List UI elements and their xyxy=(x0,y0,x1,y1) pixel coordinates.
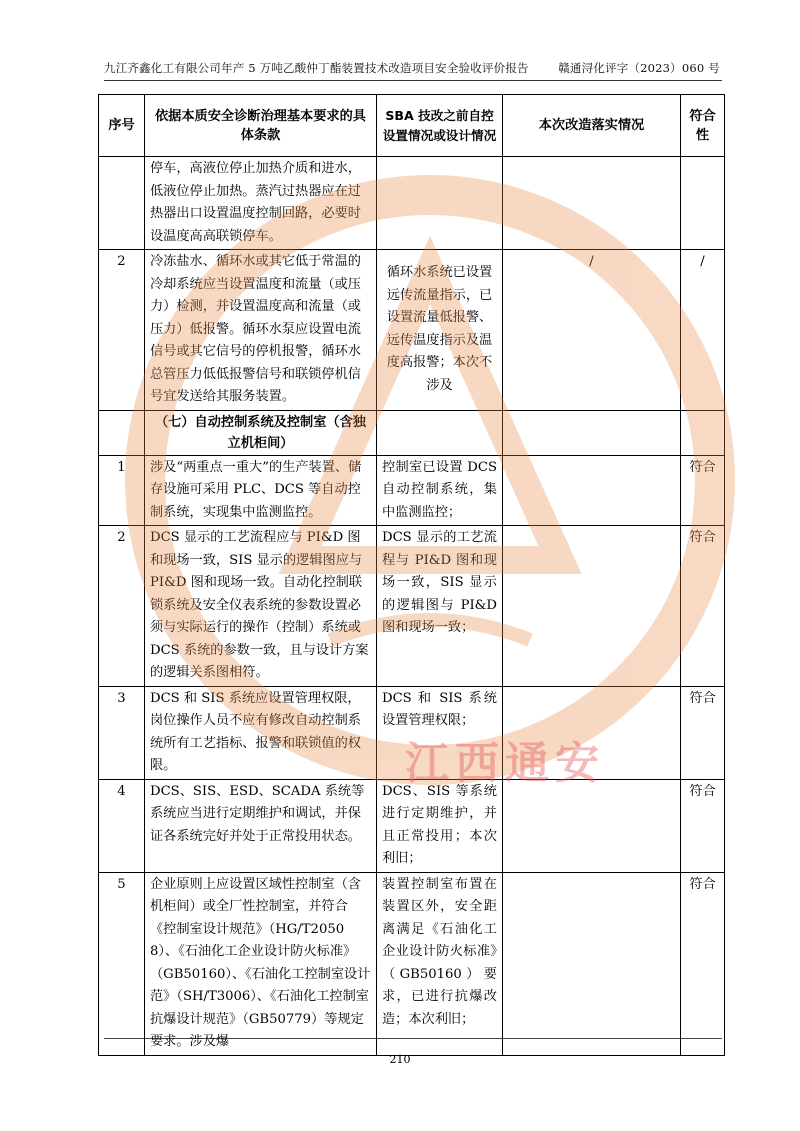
row-clause: DCS 显示的工艺流程应与 PI&D 图和现场一致，SIS 显示的逻辑图应与 PI&D 图和现场一致。自动化控制联锁系统及安全仪表系统的参数设置必须与实际运行的操作（控制）系统或 DCS 系统的参数一致，且与设计方案的逻辑关系图相符。 xyxy=(145,526,377,687)
table-row xyxy=(99,872,725,1055)
row-clause: DCS 和 SIS 系统应设置管理权限，岗位操作人员不应有修改自动控制系统所有工艺指标、报警和联锁值的权限。 xyxy=(145,686,377,779)
row-clause: 停车，高液位停止加热介质和进水，低液位停止加热。蒸汽过热器应在过热器出口设置温度控制回路，必要时设温度高高联锁停车。 xyxy=(145,157,377,250)
row-impl: / xyxy=(503,250,681,411)
section-empty-conform xyxy=(681,410,725,455)
section-empty-num xyxy=(99,410,145,455)
row-impl xyxy=(503,872,681,1055)
row-impl xyxy=(503,779,681,872)
row-num: 5 xyxy=(99,872,145,1055)
row-conform xyxy=(681,157,725,250)
table-row xyxy=(99,686,725,779)
page-number: 210 xyxy=(389,1053,411,1066)
row-impl xyxy=(503,157,681,250)
row-num: 2 xyxy=(99,250,145,411)
row-clause: 涉及“两重点一重大”的生产装置、储存设施可采用 PLC、DCS 等自动控制系统，实现集中监测监控。 xyxy=(145,455,377,526)
page-header xyxy=(104,60,720,76)
table-row xyxy=(99,157,725,250)
row-impl xyxy=(503,686,681,779)
row-conform: 符合 xyxy=(681,455,725,526)
row-clause: DCS、SIS、ESD、SCADA 系统等系统应当进行定期维护和调试，并保证各系统完好并处于正常投用状态。 xyxy=(145,779,377,872)
section-row xyxy=(99,410,725,455)
table-row xyxy=(99,250,725,411)
col-header-pre: SBA 技改之前自控设置情况或设计情况 xyxy=(377,95,503,157)
row-conform: 符合 xyxy=(681,686,725,779)
header-report-title: 九江齐鑫化工有限公司年产 5 万吨乙酸仲丁酯装置技术改造项目安全验收评价报告 xyxy=(104,61,529,75)
row-impl xyxy=(503,526,681,687)
row-pre: DCS 和 SIS 系统设置管理权限； xyxy=(377,686,503,779)
row-pre: DCS、SIS 等系统进行定期维护，并且正常投用；本次利旧； xyxy=(377,779,503,872)
row-num: 2 xyxy=(99,526,145,687)
section-empty-impl xyxy=(503,410,681,455)
col-header-num: 序号 xyxy=(99,95,145,157)
row-num: 1 xyxy=(99,455,145,526)
section-empty-pre xyxy=(377,410,503,455)
row-conform: / xyxy=(681,250,725,411)
table-row xyxy=(99,779,725,872)
row-pre xyxy=(377,157,503,250)
table-row xyxy=(99,455,725,526)
table-header-row xyxy=(99,95,725,157)
row-num xyxy=(99,157,145,250)
row-pre: DCS 显示的工艺流程与 PI&D 图和现场一致，SIS 显示的逻辑图与 PI&D 图和现场一致； xyxy=(377,526,503,687)
row-num: 4 xyxy=(99,779,145,872)
row-clause: 冷冻盐水、循环水或其它低于常温的冷却系统应当设置温度和流量（或压力）检测，并设置温度高和流量（或压力）低报警。循环水泵应设置电流信号或其它信号的停机报警，循环水总管压力低低报警信号和联锁停机信号宜发送给其服务装置。 xyxy=(145,250,377,411)
row-clause: 企业原则上应设置区域性控制室（含机柜间）或全厂性控制室，并符合《控制室设计规范》（HG/T20508）、《石油化工企业设计防火标准》（GB50160）、《石油化工控制室设计范》（SH/T3006）、《石油化工控制室抗爆设计规范》（GB50779）等规定要求。涉及爆 xyxy=(145,872,377,1055)
row-impl xyxy=(503,455,681,526)
col-header-clause: 依据本质安全诊断治理基本要求的具体条款 xyxy=(145,95,377,157)
col-header-impl: 本次改造落实情况 xyxy=(503,95,681,157)
col-header-conform: 符合性 xyxy=(681,95,725,157)
watermark-label: 江西通安 xyxy=(405,738,605,789)
table-row xyxy=(99,526,725,687)
row-pre: 循环水系统已设置远传流量指示，已设置流量低报警、远传温度指示及温度高报警；本次不涉及 xyxy=(377,250,503,411)
assessment-table xyxy=(98,94,725,1056)
row-pre: 装置控制室布置在装置区外，安全距离满足《石油化工企业设计防火标准》（GB50160）要求，已进行抗爆改造；本次利旧； xyxy=(377,872,503,1055)
row-pre: 控制室已设置 DCS 自动控制系统，集中监测监控； xyxy=(377,455,503,526)
row-num: 3 xyxy=(99,686,145,779)
row-conform: 符合 xyxy=(681,872,725,1055)
header-rule xyxy=(104,80,722,81)
section-title: （七）自动控制系统及控制室（含独立机柜间） xyxy=(145,410,377,455)
header-report-code: 赣通浔化评字（2023）060 号 xyxy=(558,61,720,75)
row-conform: 符合 xyxy=(681,526,725,687)
row-conform: 符合 xyxy=(681,779,725,872)
